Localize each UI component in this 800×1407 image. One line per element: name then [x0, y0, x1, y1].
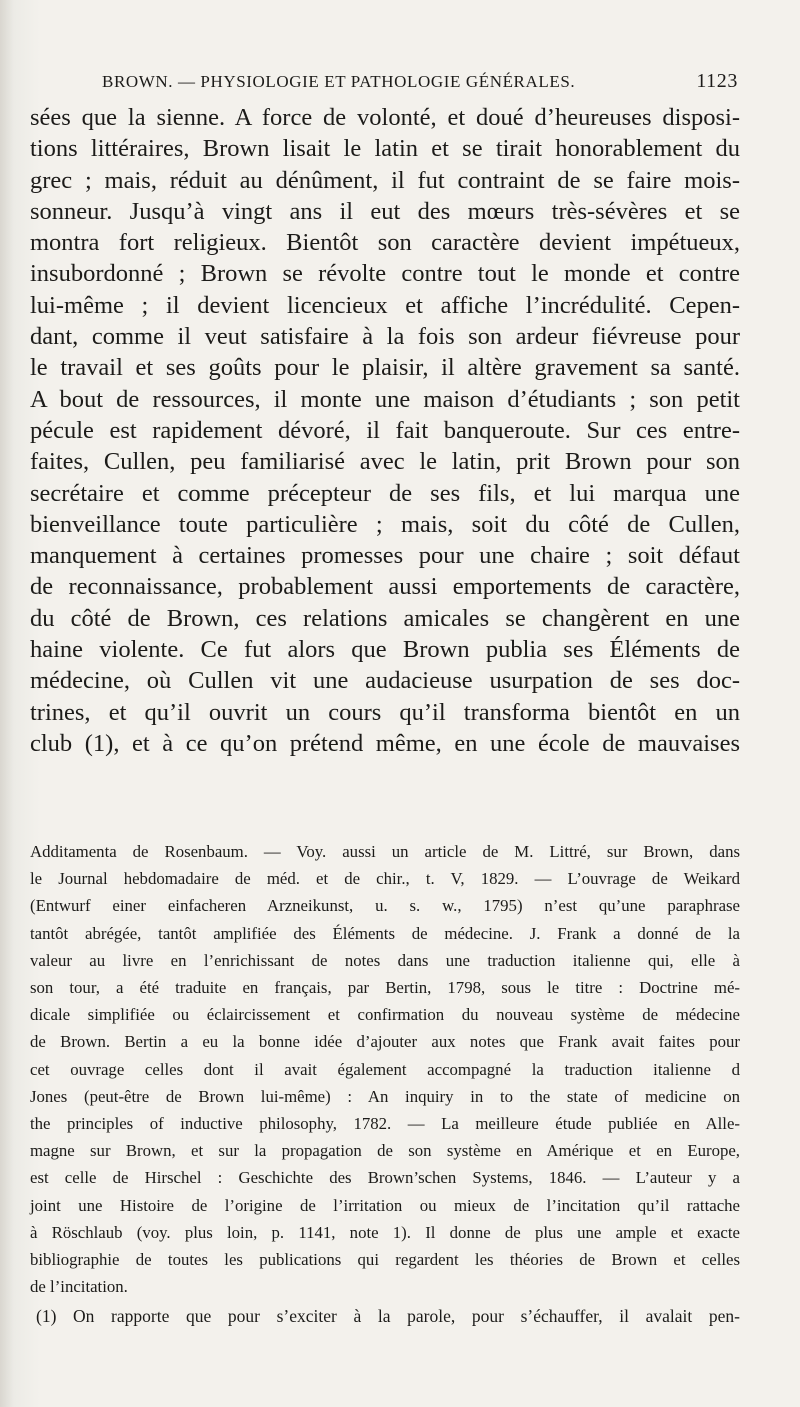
text-line: du côté de Brown, ces relations amicales se changèrent en une	[30, 604, 740, 632]
note-line: son tour, a été traduite en français, par Bertin, 1798, sous le titre : Doctrine mé-	[30, 978, 740, 998]
note-line: le Journal hebdomadaire de méd. et de chir., t. V, 1829. — L’ouvrage de Weikard	[30, 869, 740, 889]
note-line: bibliographie de toutes les publications qui regardent les théories de Brown et celles	[30, 1250, 740, 1270]
note-line: valeur au livre en l’enrichissant de notes dans une traduction italienne qui, elle à	[30, 950, 740, 970]
note-line: tantôt abrégée, tantôt amplifiée des Éléments de médecine. J. Frank a donné de la	[30, 923, 740, 943]
note-line: est celle de Hirschel : Geschichte des Brown’schen Systems, 1846. — L’auteur y a	[30, 1168, 740, 1188]
text-line: sées que la sienne. A force de volonté, et doué d’heureuses disposi-	[30, 104, 740, 131]
text-line: de reconnaissance, probablement aussi emportements de caractère,	[30, 573, 740, 601]
footnote-line: (1) On rapporte que pour s’exciter à la parole, pour s’échauffer, il avalait pen-	[36, 1306, 740, 1326]
note-line: (Entwurf einer einfacheren Arzneikunst, u. s. w., 1795) n’est qu’une paraphrase	[30, 896, 740, 916]
page-number: 1123	[696, 70, 738, 92]
text-line: le travail et ses goûts pour le plaisir, il altère gravement sa santé.	[30, 354, 740, 382]
note-line: joint une Histoire de l’origine de l’irritation ou mieux de l’incitation qu’il rattache	[30, 1195, 740, 1215]
text-line: faites, Cullen, peu familiarisé avec le latin, prit Brown pour son	[30, 448, 740, 476]
text-line: tions littéraires, Brown lisait le latin et se tirait honorablement du	[30, 135, 740, 163]
text-line: sonneur. Jusqu’à vingt ans il eut des mœurs très-sévères et se	[30, 197, 740, 225]
text-line: haine violente. Ce fut alors que Brown publia ses Éléments de	[30, 636, 740, 664]
note-line: Jones (peut-être de Brown lui-même) : An inquiry in to the state of medicine on	[30, 1086, 740, 1106]
text-line: club (1), et à ce qu’on prétend même, en une école de mauvaises	[30, 729, 740, 757]
note-line: magne sur Brown, et sur la propagation de son système en Amérique et en Europe,	[30, 1141, 740, 1161]
text-line: lui-même ; il devient licencieux et affiche l’incrédulité. Cepen-	[30, 291, 740, 319]
bibliographic-note	[30, 838, 740, 1300]
text-line: dant, comme il veut satisfaire à la fois son ardeur fiévreuse pour	[30, 323, 740, 351]
running-header	[102, 70, 742, 100]
note-line: de l’incitation.	[30, 1277, 128, 1297]
note-line: de Brown. Bertin a eu la bonne idée d’ajouter aux notes que Frank avait faites pour	[30, 1032, 740, 1052]
text-line: A bout de ressources, il monte une maison d’étudiants ; son petit	[30, 385, 740, 413]
footnote	[36, 1302, 740, 1330]
note-line: à Röschlaub (voy. plus loin, p. 1141, note 1). Il donne de plus une ample et exacte	[30, 1222, 740, 1242]
text-line: bienveillance toute particulière ; mais, soit du côté de Cullen,	[30, 510, 740, 538]
note-line: the principles of inductive philosophy, 1782. — La meilleure étude publiée en Alle-	[30, 1114, 740, 1134]
main-text	[30, 102, 740, 759]
note-line: cet ouvrage celles dont il avait également accompagné la traduction italienne d	[30, 1059, 740, 1079]
text-line: trines, et qu’il ouvrit un cours qu’il transforma bientôt en un	[30, 698, 740, 726]
text-line: médecine, où Cullen vit une audacieuse usurpation de ses doc-	[30, 667, 740, 695]
running-title: BROWN. — PHYSIOLOGIE ET PATHOLOGIE GÉNÉRALES.	[102, 72, 576, 91]
text-line: manquement à certaines promesses pour une chaire ; soit défaut	[30, 542, 740, 570]
text-line: montra fort religieux. Bientôt son caractère devient impétueux,	[30, 229, 740, 257]
text-line: secrétaire et comme précepteur de ses fils, et lui marqua une	[30, 479, 740, 507]
text-line: insubordonné ; Brown se révolte contre tout le monde et contre	[30, 260, 740, 288]
text-line: pécule est rapidement dévoré, il fait banqueroute. Sur ces entre-	[30, 416, 740, 444]
text-line: grec ; mais, réduit au dénûment, il fut contraint de se faire mois-	[30, 166, 740, 194]
note-line: dicale simplifiée ou éclaircissement et confirmation du nouveau système de médecine	[30, 1005, 740, 1025]
note-line: Additamenta de Rosenbaum. — Voy. aussi un article de M. Littré, sur Brown, dans	[30, 842, 740, 861]
